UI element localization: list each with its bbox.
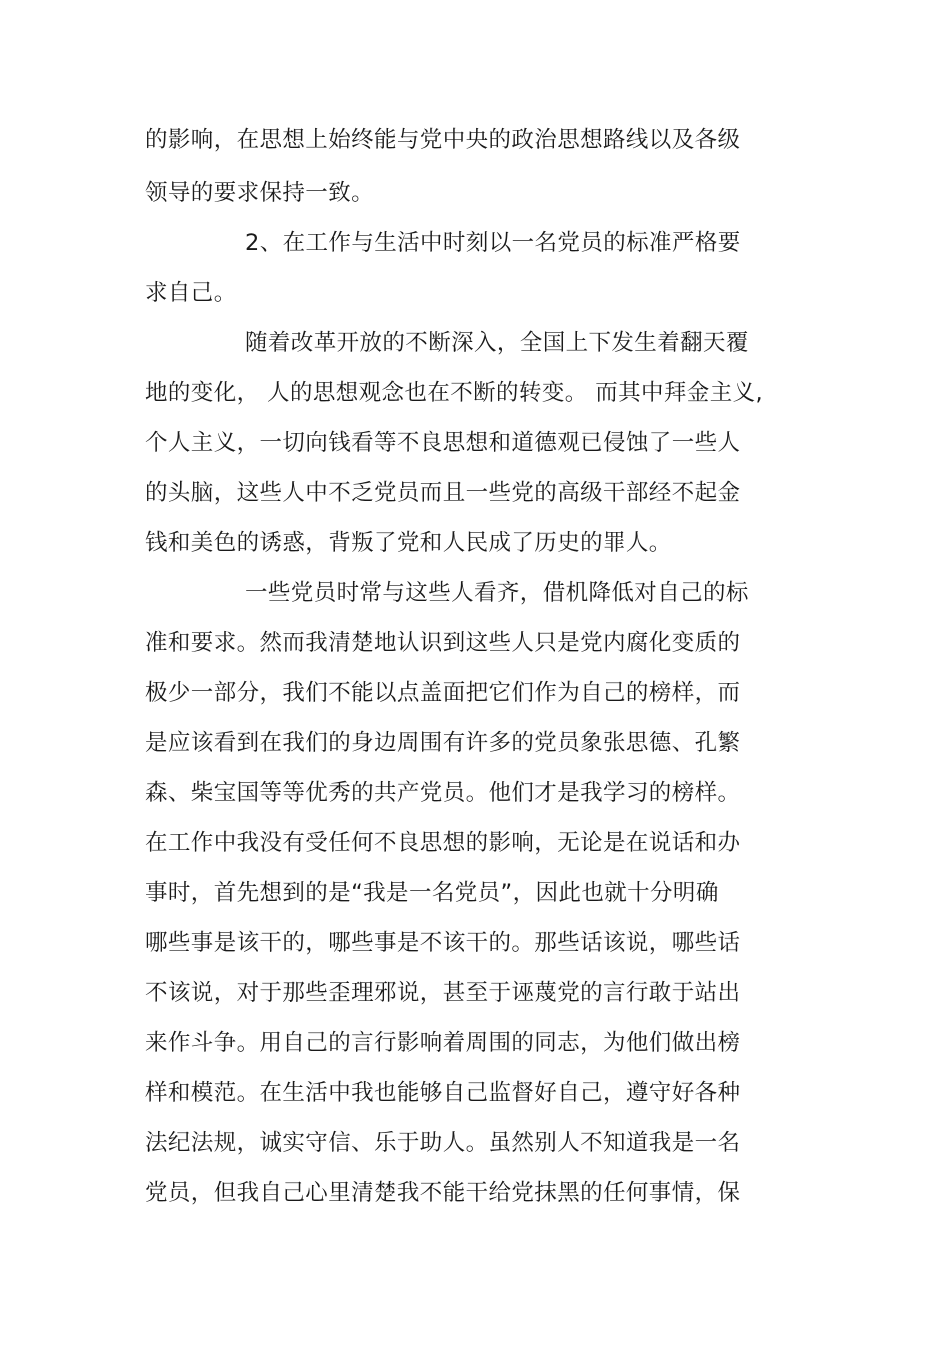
paragraph-line: 党员，但我自己心里清楚我不能干给党抹黑的任何事情，保 [145, 1180, 741, 1206]
paragraph-line: 是应该看到在我们的身边周围有许多的党员象张思德、孔繁 [145, 730, 741, 756]
paragraph-line: 来作斗争。用自己的言行影响着周围的同志，为他们做出榜 [145, 1030, 741, 1056]
paragraph-line: 样和模范。在生活中我也能够自己监督好自己，遵守好各种 [145, 1080, 741, 1106]
paragraph-line: 法纪法规，诚实守信、乐于助人。虽然别人不知道我是一名 [145, 1130, 741, 1156]
paragraph-line: 在工作中我没有受任何不良思想的影响，无论是在说话和办 [145, 830, 741, 856]
paragraph-line: 准和要求。然而我清楚地认识到这些人只是党内腐化变质的 [145, 630, 741, 656]
paragraph-line: 极少一部分，我们不能以点盖面把它们作为自己的榜样，而 [145, 680, 741, 706]
paragraph-line: 个人主义，一切向钱看等不良思想和道德观已侵蚀了一些人 [145, 430, 741, 456]
paragraph-line: 地的变化， 人的思想观念也在不断的转变。 而其中拜金主义, [145, 380, 764, 406]
paragraph-line: 不该说，对于那些歪理邪说，甚至于诬蔑党的言行敢于站出 [145, 980, 741, 1006]
paragraph-line: 哪些事是该干的，哪些事是不该干的。那些话该说，哪些话 [145, 930, 741, 956]
paragraph-line: 一些党员时常与这些人看齐，借机降低对自己的标 [245, 580, 749, 606]
paragraph-line: 事时，首先想到的是“我是一名党员”，因此也就十分明确 [145, 880, 719, 906]
paragraph-line: 钱和美色的诱惑，背叛了党和人民成了历史的罪人。 [145, 530, 672, 556]
paragraph-line: 的头脑，这些人中不乏党员而且一些党的高级干部经不起金 [145, 480, 741, 506]
section-heading-line: 求自己。 [145, 280, 237, 306]
section-heading-line: 2、在工作与生活中时刻以一名党员的标准严格要 [245, 230, 741, 256]
paragraph-line: 的影响，在思想上始终能与党中央的政治思想路线以及各级 [145, 127, 741, 153]
paragraph-line: 森、柴宝国等等优秀的共产党员。他们才是我学习的榜样。 [145, 780, 741, 806]
paragraph-line: 随着改革开放的不断深入，全国上下发生着翻天覆 [245, 330, 749, 356]
paragraph-line: 领导的要求保持一致。 [145, 180, 375, 206]
